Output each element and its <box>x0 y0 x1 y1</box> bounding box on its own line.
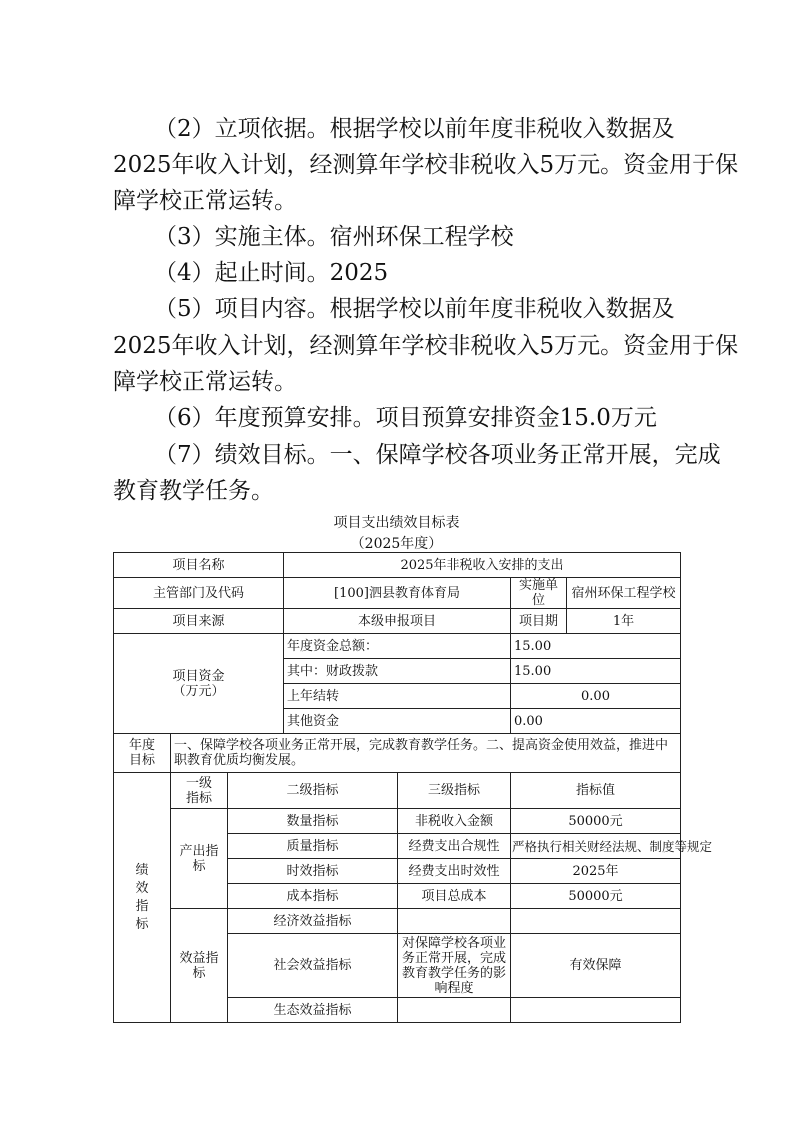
fund-total-value: 15.00 <box>511 634 681 659</box>
benefit-eco-value <box>511 998 681 1023</box>
impl-label: 实施单位 <box>511 578 567 609</box>
table-row <box>114 609 681 634</box>
header-value: 指标值 <box>511 773 681 809</box>
output-l3: 经费支出时效性 <box>398 859 511 884</box>
dept-value: [100]泗县教育体育局 <box>284 578 511 609</box>
table-row <box>114 809 681 834</box>
fund-other-label: 其他资金 <box>284 709 511 734</box>
output-value: 严格执行相关财经法规、制度等规定 <box>511 834 681 859</box>
text-line: （3）实施主体。宿州环保工程学校 <box>154 224 514 250</box>
header-level3: 三级指标 <box>398 773 511 809</box>
project-name-label: 项目名称 <box>114 553 284 578</box>
benefit-econ-l2: 经济效益指标 <box>228 909 398 934</box>
output-label: 产出指 标 <box>171 809 228 909</box>
text-line: （5）项目内容。根据学校以前年度非税收入数据及 <box>154 296 675 322</box>
text-line: （4）起止时间。2025 <box>154 260 389 286</box>
goal-text: 一、保障学校各项业务正常开展，完成教育教学任务。二、提高资金使用效益，推进中职教育优质均衡发展。 <box>171 734 681 773</box>
output-l2: 时效指标 <box>228 859 398 884</box>
table-row <box>114 578 681 609</box>
fund-fiscal-value: 15.00 <box>511 659 681 684</box>
output-l2: 质量指标 <box>228 834 398 859</box>
benefit-eco-l2: 生态效益指标 <box>228 998 398 1023</box>
impl-value: 宿州环保工程学校 <box>567 578 681 609</box>
dept-label: 主管部门及代码 <box>114 578 284 609</box>
table-row <box>114 773 681 809</box>
output-l2: 成本指标 <box>228 884 398 909</box>
output-value: 50000元 <box>511 809 681 834</box>
fund-label: 项目资金 （万元） <box>114 634 284 734</box>
source-value: 本级申报项目 <box>284 609 511 634</box>
benefit-eco-l3 <box>398 998 511 1023</box>
table-row <box>114 909 681 934</box>
period-label: 项目期 <box>511 609 567 634</box>
text-line: （2）立项依据。根据学校以前年度非税收入数据及 <box>154 116 675 142</box>
period-value: 1年 <box>567 609 681 634</box>
output-l3: 经费支出合规性 <box>398 834 511 859</box>
project-name-value: 2025年非税收入安排的支出 <box>284 553 681 578</box>
source-label: 项目来源 <box>114 609 284 634</box>
table-row <box>114 634 681 659</box>
benefit-social-value: 有效保障 <box>511 934 681 998</box>
text-line: 教育教学任务。 <box>113 478 274 504</box>
text-line: 2025年收入计划，经测算年学校非税收入5万元。资金用于保 <box>113 152 739 178</box>
fund-total-label: 年度资金总额： <box>284 634 511 659</box>
text-line: （7）绩效目标。一、保障学校各项业务正常开展，完成 <box>154 442 721 468</box>
table-row <box>114 734 681 773</box>
table-subtitle: （2025年度） <box>350 536 443 552</box>
performance-label: 绩 效 指 标 <box>114 773 171 1023</box>
text-line: 障学校正常运转。 <box>113 369 297 395</box>
benefit-social-l2: 社会效益指标 <box>228 934 398 998</box>
benefit-social-l3: 对保障学校各项业务正常开展，完成教育教学任务的影响程度 <box>398 934 511 998</box>
output-l3: 非税收入金额 <box>398 809 511 834</box>
header-level2: 二级指标 <box>228 773 398 809</box>
table-row <box>114 553 681 578</box>
performance-table <box>113 552 713 1023</box>
text-line: 障学校正常运转。 <box>113 188 297 214</box>
text-line: （6）年度预算安排。项目预算安排资金15.0万元 <box>154 405 657 431</box>
output-l3: 项目总成本 <box>398 884 511 909</box>
fund-other-value: 0.00 <box>511 709 681 734</box>
goal-label: 年度 目标 <box>114 734 171 773</box>
fund-fiscal-label: 其中：财政拨款 <box>284 659 511 684</box>
output-l2: 数量指标 <box>228 809 398 834</box>
table-title: 项目支出绩效目标表 <box>333 515 460 531</box>
benefit-label: 效益指 标 <box>171 909 228 1023</box>
output-value: 2025年 <box>511 859 681 884</box>
header-level1: 一级 指标 <box>171 773 228 809</box>
output-value: 50000元 <box>511 884 681 909</box>
fund-carry-label: 上年结转 <box>284 684 511 709</box>
text-line: 2025年收入计划，经测算年学校非税收入5万元。资金用于保 <box>113 333 739 359</box>
benefit-econ-value <box>511 909 681 934</box>
fund-carry-value: 0.00 <box>511 684 681 709</box>
benefit-econ-l3 <box>398 909 511 934</box>
